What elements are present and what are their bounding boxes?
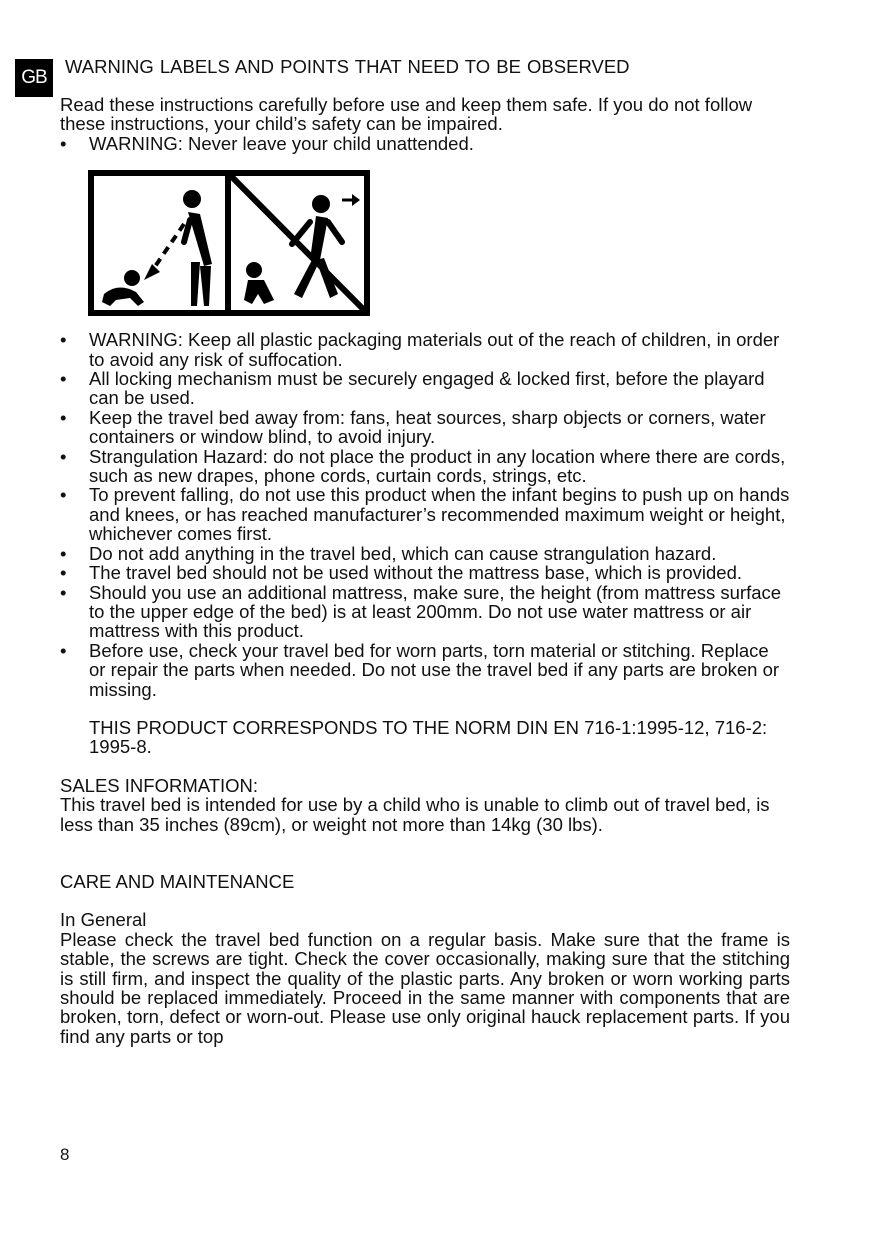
warning-item: • WARNING: Keep all plastic packaging materials out of the reach of children, in order to avoid any risk of suffocation.: [60, 330, 790, 369]
warning-item: • All locking mechanism must be securely engaged & locked first, before the playard can be used.: [60, 369, 790, 408]
intro-paragraph: Read these instructions carefully before use and keep them safe. If you do not follow these instructions, your child’s safety can be impaired.: [60, 94, 753, 135]
document-body: [60, 95, 790, 1046]
warnings-list: [60, 330, 790, 699]
warning-item: • To prevent falling, do not use this product when the infant begins to push up on hands and knees, or has reached manufacturer’s recommended maximum weight or height, whichever comes first.: [60, 485, 790, 543]
page-title: WARNING LABELS AND POINTS THAT NEED TO BE OBSERVED: [65, 56, 630, 77]
sales-heading: SALES INFORMATION:: [60, 774, 259, 796]
first-warning-list: [60, 134, 790, 153]
care-heading: CARE AND MAINTENANCE: [60, 870, 295, 892]
care-subheading: In General: [60, 909, 147, 931]
warning-item: • Should you use an additional mattress, make sure, the height (from mattress surface to the upper edge of the bed) is at least 200mm. Do not use water mattress or air mattress with this product.: [60, 583, 790, 641]
warning-item: • The travel bed should not be used without the mattress base, which is provided.: [60, 563, 790, 582]
language-badge: GB: [15, 59, 53, 97]
norm-statement: THIS PRODUCT CORRESPONDS TO THE NORM DIN EN 716-1:1995-12, 716-2: 1995-8.: [89, 716, 768, 758]
warning-item: • Do not add anything in the travel bed, which can cause strangulation hazard.: [60, 544, 790, 563]
warning-item: • Before use, check your travel bed for worn parts, torn material or stitching. Replace or repair the parts when needed. Do not use the travel bed if any parts are broken or missing.: [60, 641, 790, 699]
warning-item: • Strangulation Hazard: do not place the product in any location where there are cords, such as new drapes, phone cords, curtain cords, strings, etc.: [60, 447, 790, 486]
care-text: Please check the travel bed function on a regular basis. Make sure that the frame is stable, the screws are tight. Check the cover occasionally, making sure that the stitching is still firm, and inspect the quality of the plastic parts. Any broken or worn working parts should be replaced immediately. Proceed in the same manner with components that are broken, torn, defect or worn-out. Please use only original hauck replacement parts. If you find any parts or top: [60, 928, 790, 1047]
never-leave-child-unattended-pictogram-icon: [88, 170, 370, 316]
page-number: 8: [60, 1145, 70, 1164]
warning-item: • Keep the travel bed away from: fans, heat sources, sharp objects or corners, water containers or window blind, to avoid injury.: [60, 408, 790, 447]
warning-unattended: • WARNING: Never leave your child unattended.: [60, 134, 790, 153]
sales-text: This travel bed is intended for use by a child who is unable to climb out of travel bed, is less than 35 inches (89cm), or weight not more than 14kg (30 lbs).: [60, 794, 770, 835]
